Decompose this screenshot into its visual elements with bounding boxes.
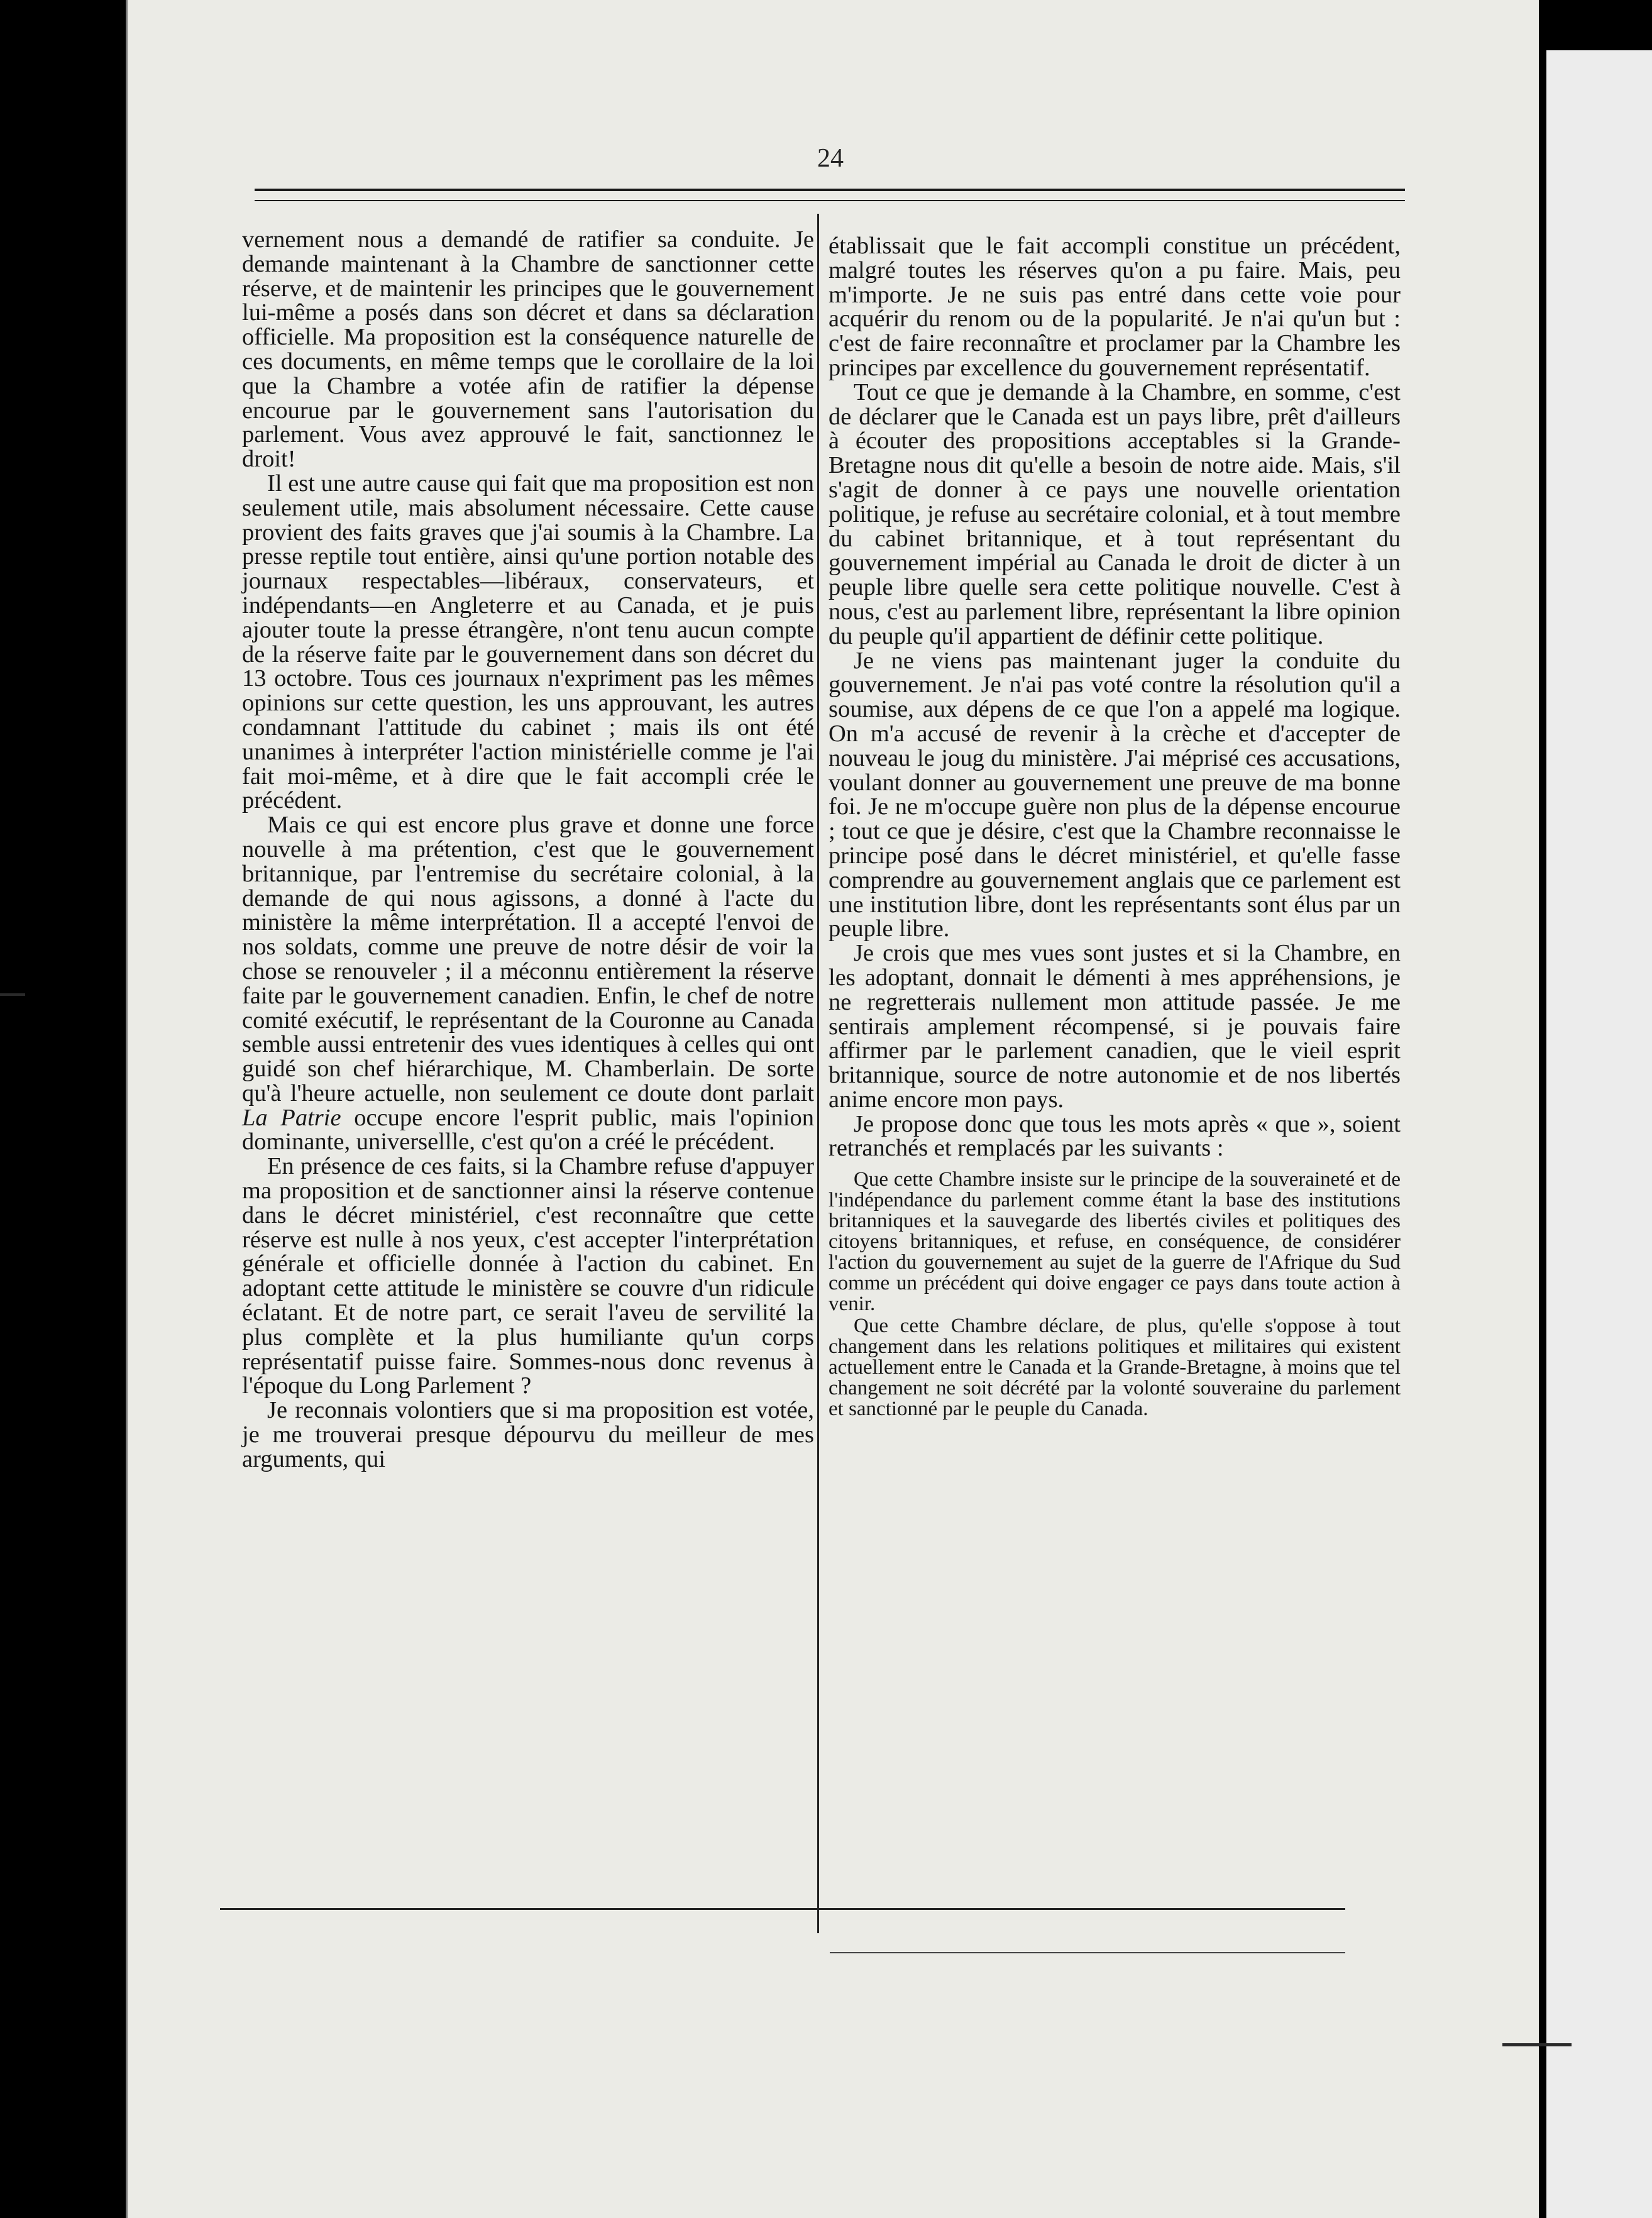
left-column	[242, 228, 814, 1472]
column-divider	[817, 214, 819, 1933]
paragraph: établissait que le fait accompli constitue un précédent, malgré toutes les réserves qu'on a pu faire. Mais, peu m'importe. Je ne suis pas entré dans cette voie pour acquérir du renom ou de la popularité. Je n'ai qu'un but : c'est de faire reconnaître et proclamer par la Chambre les principes par excellence du gouvernement représentatif.	[829, 233, 1401, 381]
newspaper-title: La Patrie	[242, 1104, 341, 1131]
header-rule	[255, 189, 1405, 201]
paragraph: Il est une autre cause qui fait que ma proposition est non seulement utile, mais absolument nécessaire. Cette cause provient des faits graves que j'ai soumis à la Chambre. La presse reptile tout entière, ainsi qu'une portion notable des journaux respectables—libéraux, conservateurs, et indépendants—en Angleterre et au Canada, et je puis ajouter toute la presse étrangère, n'ont tenu aucun compte de la réserve faite par le gouvernement dans son décret du 13 octobre. Tous ces journaux n'expriment pas les mêmes opinions sur cette question, les uns approuvant, les autres condamnant l'attitude du cabinet ; mais ils ont été unanimes à interpréter l'action ministérielle comme je l'ai fait moi-même, et à dire que le fait accompli crée le précédent.	[242, 470, 814, 814]
paragraph: Je crois que mes vues sont justes et si la Chambre, en les adoptant, donnait le démenti à mes appréhensions, je ne regretterais nullement mon attitude passée. Je me sentirais amplement récompensé, si je pouvais faire affirmer par le parlement canadien, que le vieil esprit britannique, source de notre autonomie et de nos libertés anime encore mon pays.	[829, 940, 1401, 1113]
scan-mark-left	[0, 993, 25, 996]
footer-rule	[220, 1908, 1345, 1910]
paragraph-text: Mais ce qui est encore plus grave et donne une force nouvelle à ma prétention, c'est que le gouvernement britannique, par l'entremise du secrétaire colonial, à la demande de qui nous agissons, a donné à l'acte du ministère la même interprétation. Il a accepté l'envoi de nos soldats, comme une preuve de notre désir de voir la chose se renouveler ; il a méconnu entièrement la réserve faite par le gouvernement canadien. Enfin, le chef de notre comité exécutif, le représentant de la Couronne au Canada semble aussi entretenir des vues identiques à celles qui ont guidé son chef hiérarchique, M. Chamberlain. De sorte qu'à l'heure actuelle, non seulement ce doute dont parlait	[242, 812, 814, 1106]
footer-rule-secondary	[830, 1952, 1345, 1953]
paragraph: En présence de ces faits, si la Chambre refuse d'appuyer ma proposition et de sanctionner ainsi la réserve contenue dans le décret ministériel, c'est reconnaître que cette réserve est nulle à nos yeux, c'est accepter l'interprétation générale et officielle donnée à l'action du cabinet. En adoptant cette attitude le ministère se couvre d'un ridicule éclatant. Et de notre part, ce serait l'aveu de servilité la plus complète et la plus humiliante qu'un corps représentatif puisse faire. Sommes-nous donc revenus à l'époque du Long Parlement ?	[242, 1153, 814, 1399]
paragraph-text: occupe encore l'esprit public, mais l'opinion dominante, universellle, c'est qu'on a créé le précédent.	[242, 1104, 814, 1156]
scan-mark-right	[1502, 2043, 1572, 2046]
page-number: 24	[817, 144, 844, 173]
paragraph: Tout ce que je demande à la Chambre, en somme, c'est de déclarer que le Canada est un pays libre, prêt d'ailleurs à écouter des propositions acceptables si la Grande-Bretagne nous dit qu'elle a besoin de notre aide. Mais, s'il s'agit de donner à ce pays une nouvelle orientation politique, je refuse au secrétaire colonial, et à tout membre du cabinet britannique, et à tout représentant du gouvernement impérial au Canada le droit de dicter à un peuple libre quelle sera cette politique nouvelle. C'est à nous, c'est au parlement libre, représentant la libre opinion du peuple qu'il appartient de définir cette politique.	[829, 378, 1401, 649]
paragraph	[242, 813, 814, 1154]
right-column	[829, 234, 1401, 1420]
paragraph: Je reconnais volontiers que si ma proposition est votée, je me trouverai presque dépourvu du meilleur de mes arguments, qui	[242, 1397, 814, 1472]
paragraph: Je ne viens pas maintenant juger la conduite du gouvernement. Je n'ai pas voté contre la résolution qu'il a soumise, aux dépens de ce que l'on a appelé ma logique. On m'a accusé de revenir à la crèche et d'accepter de nouveau le joug du ministère. J'ai méprisé ces accusations, voulant donner au gouvernement une preuve de ma bonne foi. Je ne m'occupe guère non plus de la dépense encourue ; tout ce que je désire, c'est que la Chambre reconnaisse le principe posé dans le décret ministériel, et qu'elle fasse comprendre au gouvernement anglais que ce parlement est une institution libre, dont les représentants sont élus par un peuple libre.	[829, 647, 1401, 942]
paragraph: Je propose donc que tous les mots après « que », soient retranchés et remplacés par les suivants :	[829, 1110, 1401, 1162]
adjacent-page-edge	[1546, 50, 1652, 2218]
motion-clause: Que cette Chambre insiste sur le principe de la souveraineté et de l'indépendance du parlement comme étant la base des institutions britanniques et la sauvegarde des libertés civiles et politiques des citoyens britanniques, et refuse, en conséquence, de considérer l'action du gouvernement au sujet de la guerre de l'Afrique du Sud comme un précédent qui doive engager ce pays dans toute action à venir.	[829, 1168, 1401, 1316]
motion-clause: Que cette Chambre déclare, de plus, qu'elle s'oppose à tout changement dans les relations politiques et militaires qui existent actuellement entre le Canada et la Grande-Bretagne, à moins que tel changement ne soit décrété par la volonté souveraine du parlement et sanctionné par le peuple du Canada.	[829, 1315, 1401, 1421]
paragraph: vernement nous a demandé de ratifier sa conduite. Je demande maintenant à la Chambre de sanctionner cette réserve, et de maintenir les principes que le gouvernement lui-même a posés dans son décret et dans sa déclaration officielle. Ma proposition est la conséquence naturelle de ces documents, en même temps que le corollaire de la loi que la Chambre a votée afin de ratifier la dépense encourue par le gouvernement sans l'autorisation du parlement. Vous avez approuvé le fait, sanctionnez le droit!	[242, 226, 814, 473]
